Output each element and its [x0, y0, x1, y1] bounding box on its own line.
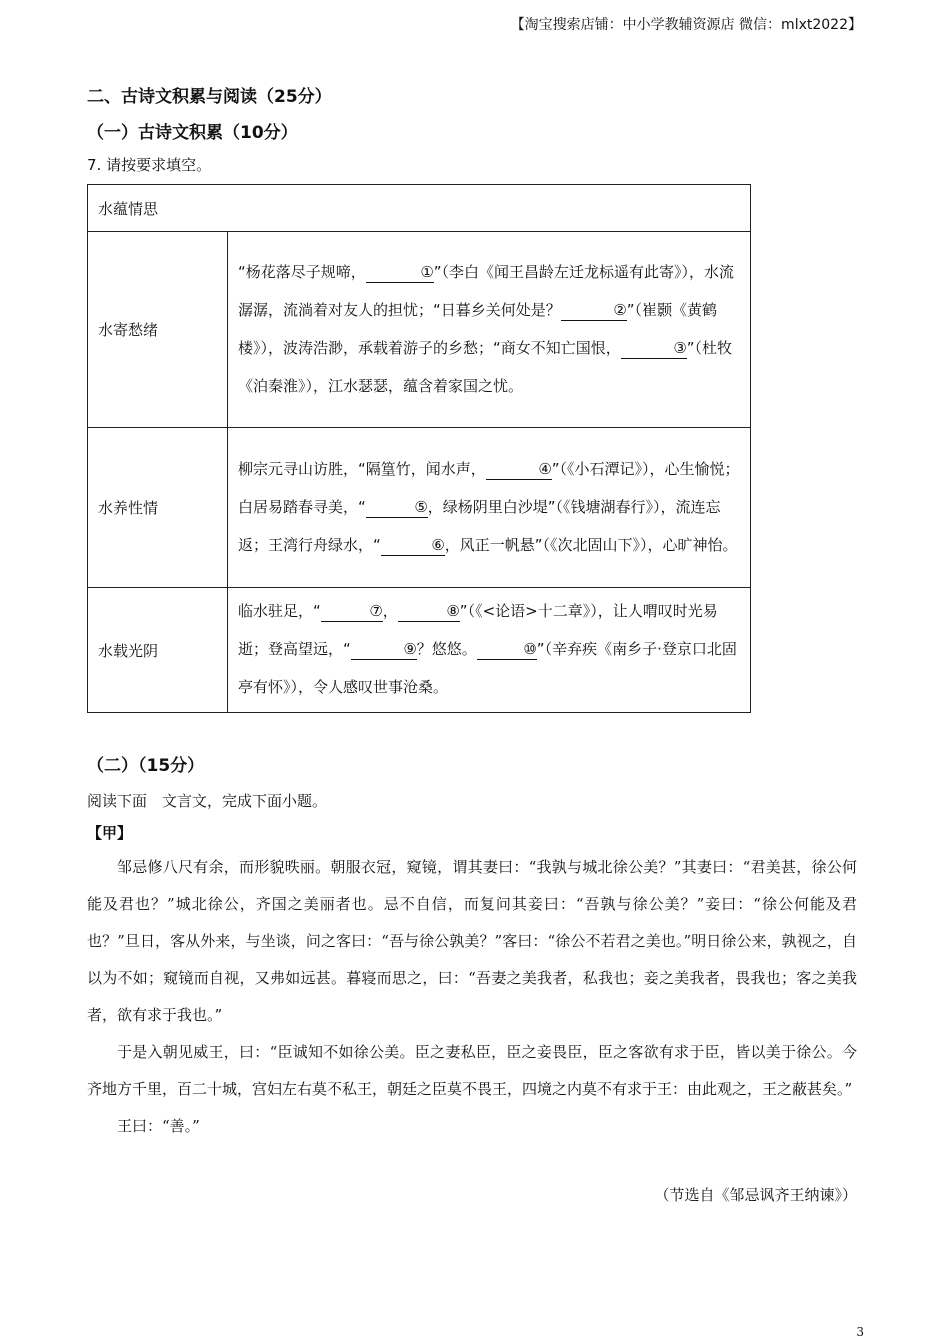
text-segment: 临水驻足，“ — [238, 602, 321, 620]
text-segment: ”（辛弃疾《南乡子·登京口北固亭有怀》），令人感叹世事沧桑。 — [238, 640, 737, 696]
text-segment: ， — [382, 602, 398, 620]
category-cell: 水载光阴 — [88, 588, 228, 713]
header-note: 【淘宝搜索店铺：中小学教辅资源店 微信：mlxt2022】 — [510, 17, 862, 33]
blank-9[interactable]: ⑨ — [351, 639, 417, 660]
table-title: 水蕴情思 — [88, 185, 751, 232]
content-cell — [228, 232, 751, 428]
page-number: 3 — [856, 1325, 864, 1339]
blank-4[interactable]: ④ — [486, 459, 552, 480]
subsection-title-1: （一）古诗文积累（10分） — [87, 123, 298, 143]
text-segment: ”（李白《闻王昌龄左迁龙标遥有此寄》），水流潺潺，流淌着对友人的担忧；“日暮乡关何处是？ — [238, 262, 735, 319]
text-segment: ”（杜牧《泊秦淮》），江水瑟瑟，蕴含着家国之忧。 — [238, 338, 733, 395]
passage-label-jia: 【甲】 — [87, 824, 133, 842]
text-segment: ”（崔颢《黄鹤楼》），波涛浩渺，承载着游子的乡愁；“商女不知亡国恨， — [238, 300, 718, 357]
blank-10[interactable]: ⑩ — [477, 639, 537, 660]
text-segment: ”（《<论语>十二章》），让人喟叹时光易逝；登高望远，“ — [238, 602, 718, 658]
section-title: 二、古诗文积累与阅读（25分） — [87, 87, 332, 107]
text-segment: “杨花落尽子规啼， — [238, 262, 366, 281]
text-segment: ？悠悠。 — [416, 640, 477, 658]
text-segment: ，绿杨阴里白沙堤”（《钱塘湖春行》），流连忘返；王湾行舟绿水，“ — [238, 497, 721, 554]
content-cell — [228, 588, 751, 713]
passage-paragraph-3: 王曰：“善。” — [117, 1117, 200, 1135]
blank-5[interactable]: ⑤ — [366, 497, 428, 518]
text-segment: 柳宗元寻山访胜，“隔篁竹，闻水声， — [238, 459, 486, 478]
text-segment: ，风正一帆悬”（《次北固山下》），心旷神怡。 — [444, 535, 738, 554]
fill-in-table — [87, 184, 751, 713]
reading-instruction: 阅读下面 文言文，完成下面小题。 — [87, 792, 328, 810]
blank-2[interactable]: ② — [561, 300, 627, 321]
passage-source: （节选自《邹忌讽齐王纳谏》） — [654, 1186, 857, 1204]
blank-6[interactable]: ⑥ — [381, 535, 445, 556]
blank-8[interactable]: ⑧ — [398, 601, 460, 622]
content-cell — [228, 428, 751, 588]
category-cell: 水养性情 — [88, 428, 228, 588]
blank-3[interactable]: ③ — [621, 338, 687, 359]
text-segment: ”（《小石潭记》），心生愉悦；白居易踏春寻美，“ — [238, 459, 740, 516]
blank-7[interactable]: ⑦ — [321, 601, 383, 622]
question-7-prompt: 7. 请按要求填空。 — [87, 156, 212, 174]
blank-1[interactable]: ① — [366, 262, 434, 283]
passage-body — [87, 849, 857, 1145]
subsection-title-2: （二）（15分） — [87, 756, 205, 776]
category-cell: 水寄愁绪 — [88, 232, 228, 428]
passage-paragraph-1: 邹忌修八尺有余，而形貌昳丽。朝服衣冠，窥镜，谓其妻曰：“我孰与城北徐公美？”其妻曰：“君美甚，徐公何能及君也？”城北徐公，齐国之美丽者也。忌不自信，而复问其妾曰：“吾孰与徐公美？”妾曰：“徐公何能及君也？”旦日，客从外来，与坐谈，问之客曰：“吾与徐公孰美？”客曰：“徐公不若君之美也。”明日徐公来，孰视之，自以为不如；窥镜而自视，又弗如远甚。暮寝而思之，曰：“吾妻之美我者，私我也；妾之美我者，畏我也；客之美我者，欲有求于我也。” — [87, 858, 857, 1024]
passage-paragraph-2: 于是入朝见威王，曰：“臣诚知不如徐公美。臣之妻私臣，臣之妾畏臣，臣之客欲有求于臣，皆以美于徐公。今齐地方千里，百二十城，宫妇左右莫不私王，朝廷之臣莫不畏王，四境之内莫不有求于王：由此观之，王之蔽甚矣。” — [87, 1043, 857, 1098]
